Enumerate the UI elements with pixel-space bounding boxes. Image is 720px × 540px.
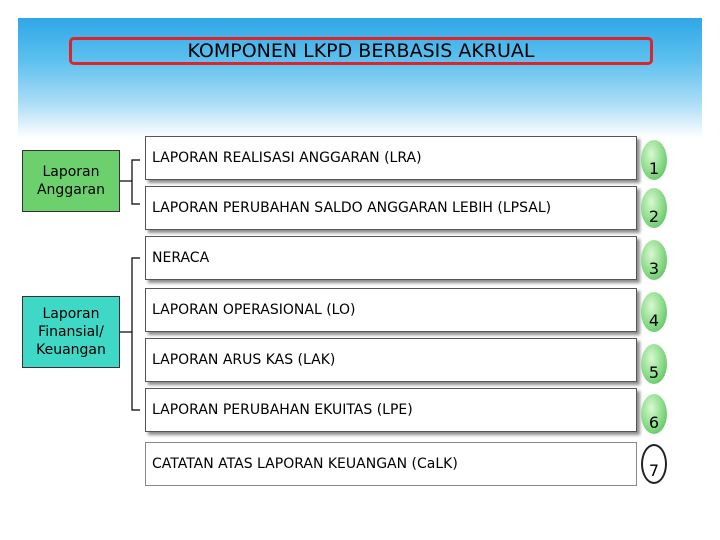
connector-anggaran-bracket [132, 160, 140, 204]
number-badge-2: 2 [641, 188, 667, 228]
report-lpsal: LAPORAN PERUBAHAN SALDO ANGGARAN LEBIH (LPSAL) [145, 186, 637, 230]
diagram-title: KOMPONEN LKPD BERBASIS AKRUAL [69, 37, 653, 65]
report-lpe: LAPORAN PERUBAHAN EKUITAS (LPE) [145, 388, 637, 432]
report-calk: CATATAN ATAS LAPORAN KEUANGAN (CaLK) [145, 442, 637, 486]
number-badge-1: 1 [641, 140, 667, 180]
category-laporan-anggaran: Laporan Anggaran [22, 150, 120, 212]
category-laporan-finansial: Laporan Finansial/ Keuangan [22, 296, 120, 368]
number-badge-7: 7 [641, 444, 667, 484]
number-badge-5: 5 [641, 344, 667, 384]
report-lak: LAPORAN ARUS KAS (LAK) [145, 338, 637, 382]
report-lo: LAPORAN OPERASIONAL (LO) [145, 288, 637, 332]
connector-finansial-bracket [132, 258, 140, 410]
number-badge-6: 6 [641, 394, 667, 434]
report-lra: LAPORAN REALISASI ANGGARAN (LRA) [145, 136, 637, 180]
report-neraca: NERACA [145, 236, 637, 280]
number-badge-3: 3 [641, 240, 667, 280]
number-badge-4: 4 [641, 292, 667, 332]
